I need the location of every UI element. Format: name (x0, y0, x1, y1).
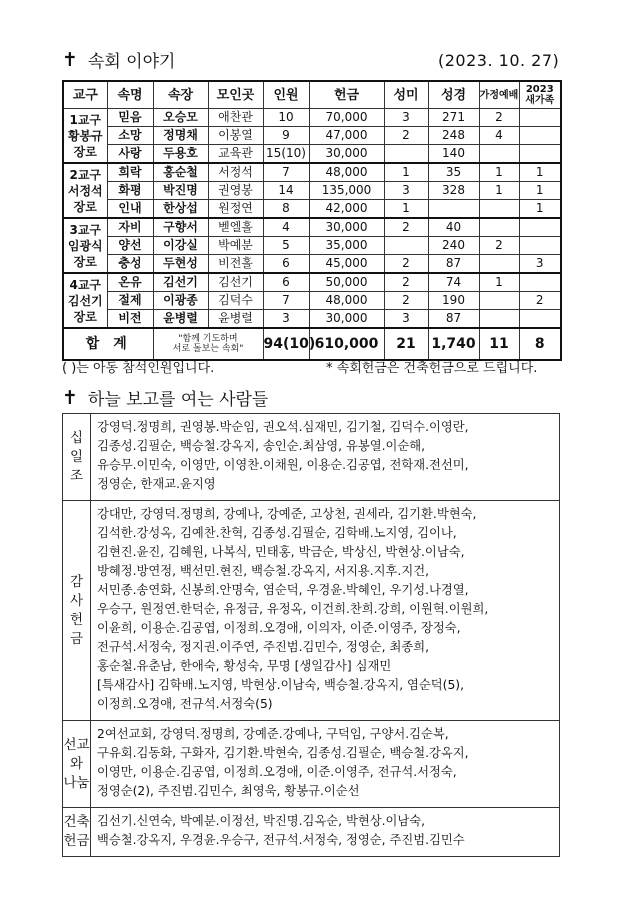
table-cell: 135,000 (309, 182, 384, 200)
table-cell: 4 (479, 127, 519, 145)
table-cell: 권영봉 (208, 182, 263, 200)
table-row (63, 237, 561, 255)
table-cell: 이광종 (153, 292, 208, 310)
table-cell (479, 310, 519, 329)
category-label: 감 사 헌 금 (63, 501, 91, 721)
givers-row (63, 501, 560, 721)
table-cell: 서정석 (208, 163, 263, 182)
section-title-meeting (62, 47, 175, 72)
motto: "함께 기도하며 서로 돌보는 속회" (153, 328, 263, 360)
table-cell: 3 (263, 310, 309, 329)
table-cell: 김선기 (153, 273, 208, 292)
category-label: 십 일 조 (63, 414, 91, 501)
table-cell: 35 (428, 163, 479, 182)
district-label: 3교구 임광식 장로 (63, 218, 107, 273)
table-cell: 35,000 (309, 237, 384, 255)
note-children: ( )는 아동 참석인원입니다. (62, 361, 215, 376)
table-cell (519, 218, 561, 237)
table-cell: 1 (519, 163, 561, 182)
table-cell: 248 (428, 127, 479, 145)
table-cell: 화평 (107, 182, 153, 200)
table-row (63, 145, 561, 164)
table-cell: 7 (263, 163, 309, 182)
table-row (63, 163, 561, 182)
table-cell: 1 (384, 200, 428, 219)
table-cell: 40 (428, 218, 479, 237)
table-cell: 인내 (107, 200, 153, 219)
total-rice: 21 (384, 328, 428, 360)
note-offering: * 속회헌금은 건축헌금으로 드립니다. (326, 361, 538, 376)
table-cell: 2 (384, 273, 428, 292)
table-cell: 두용호 (153, 145, 208, 164)
table-cell: 1 (479, 182, 519, 200)
attendance-table (62, 80, 562, 361)
col-header: 교구 (63, 81, 107, 109)
table-cell: 2 (479, 109, 519, 127)
table-cell: 비전 (107, 310, 153, 329)
givers-list: 강영덕.정명희, 권영봉.박순임, 권오석.심재민, 김기철, 김덕수.이영란, 김종성.김필순, 백승철.강옥지, 송인순.최삼영, 유봉열.이순해, 유승무.이민숙, 이영만, 이영찬.이채원, 이용순.김공엽, 전학재.전선미, 정영순, 한재교.윤지영 (91, 414, 560, 501)
category-label: 선교 와 나눔 (63, 721, 91, 808)
table-cell: 47,000 (309, 127, 384, 145)
table-cell: 30,000 (309, 310, 384, 329)
table-cell: 30,000 (309, 218, 384, 237)
table-cell: 3 (384, 182, 428, 200)
table-cell (519, 145, 561, 164)
cross-icon: ✝ (62, 48, 78, 71)
table-cell: 48,000 (309, 163, 384, 182)
table-cell: 홍순철 (153, 163, 208, 182)
givers-title: 하늘 보고를 여는 사람들 (87, 390, 269, 410)
table-cell: 애찬관 (208, 109, 263, 127)
table-cell: 믿음 (107, 109, 153, 127)
table-row (63, 273, 561, 292)
section-title-givers (62, 385, 268, 410)
table-row (63, 109, 561, 127)
date-label: (2023. 10. 27) (438, 51, 560, 70)
givers-row (63, 721, 560, 808)
table-cell: 온유 (107, 273, 153, 292)
table-cell (519, 310, 561, 329)
table-cell: 2 (519, 292, 561, 310)
table-cell: 1 (519, 200, 561, 219)
table-cell: 15(10) (263, 145, 309, 164)
table-cell (384, 237, 428, 255)
table-cell (519, 237, 561, 255)
header-row (63, 81, 561, 109)
table-cell: 김선기 (208, 273, 263, 292)
table-cell: 5 (263, 237, 309, 255)
table-cell: 7 (263, 292, 309, 310)
table-cell: 두현성 (153, 255, 208, 274)
col-header: 가정예배 (479, 81, 519, 109)
table-cell: 오승모 (153, 109, 208, 127)
table-cell: 140 (428, 145, 479, 164)
table-cell: 2 (479, 237, 519, 255)
table-cell: 원정연 (208, 200, 263, 219)
table-row (63, 218, 561, 237)
col-header: 속장 (153, 81, 208, 109)
table-cell: 윤병렬 (153, 310, 208, 329)
table-cell: 벧엘홀 (208, 218, 263, 237)
givers-list: 강대만, 강영덕.정명희, 강예나, 강예준, 고상천, 권세라, 김기환.박현숙, 김석한.강성옥, 김예찬.찬혁, 김종성.김필순, 김학배.노지영, 김이나, 김현진.윤진, 김혜원, 나복식, 민태홍, 박금순, 박상신, 박현상.이남숙, 방혜정.방연정, 백선민.현진, 백승철.강옥지, 서지용.지후.지건, 서민종.송연화, 신봉희.안명숙, 염순덕, 우경윤.박혜인, 우기성.나경열, 우승구, 원정연.한덕순, 유정금, 유정옥, 이건희.찬희.강희, 이원혁.이원희, 이윤희, 이용순.김공엽, 이정희.오경애, 이의자, 이준.이영주, 장정숙, 전규석.서정숙, 정지권.이주연, 주진범.김민수, 정영순, 최종희, 홍순철.유춘남, 한애숙, 황성숙, 무명 [생일감사] 심재민 [특새감사] 김학배.노지영, 박현상.이남숙, 백승철.강옥지, 염순덕(5), 이정희.오경애, 전규석.서정숙(5) (91, 501, 560, 721)
table-cell (479, 292, 519, 310)
col-header: 성경 (428, 81, 479, 109)
table-cell: 2 (384, 218, 428, 237)
table-cell: 9 (263, 127, 309, 145)
table-cell: 양선 (107, 237, 153, 255)
table-cell: 사랑 (107, 145, 153, 164)
table-cell: 1 (479, 273, 519, 292)
table-cell: 4 (263, 218, 309, 237)
total-row (63, 328, 561, 360)
table-cell: 87 (428, 310, 479, 329)
table-cell: 45,000 (309, 255, 384, 274)
table-cell: 구향서 (153, 218, 208, 237)
col-header: 2023 새가족 (519, 81, 561, 109)
table-cell: 충성 (107, 255, 153, 274)
table-cell: 2 (384, 127, 428, 145)
table-cell: 1 (479, 163, 519, 182)
table-cell: 윤병렬 (208, 310, 263, 329)
table-cell: 190 (428, 292, 479, 310)
table-cell: 3 (384, 109, 428, 127)
district-label: 1교구 황봉규 장로 (63, 109, 107, 164)
table-cell: 1 (384, 163, 428, 182)
table-cell: 30,000 (309, 145, 384, 164)
table-cell: 8 (263, 200, 309, 219)
table-cell (519, 127, 561, 145)
cross-icon: ✝ (62, 386, 78, 409)
table-cell: 10 (263, 109, 309, 127)
table-cell (479, 218, 519, 237)
table-cell (479, 200, 519, 219)
district-label: 4교구 김선기 장로 (63, 273, 107, 328)
table-cell: 한상섭 (153, 200, 208, 219)
givers-table (62, 413, 560, 857)
table-cell: 48,000 (309, 292, 384, 310)
table-cell: 이봉열 (208, 127, 263, 145)
table-cell: 비전홀 (208, 255, 263, 274)
givers-row (63, 414, 560, 501)
table-cell: 소망 (107, 127, 153, 145)
table-cell: 이강실 (153, 237, 208, 255)
table-cell: 240 (428, 237, 479, 255)
total-label: 합계 (63, 328, 153, 360)
table-cell: 1 (519, 182, 561, 200)
table-cell: 74 (428, 273, 479, 292)
table-cell: 2 (384, 292, 428, 310)
total-newfamily: 8 (519, 328, 561, 360)
table-cell: 절제 (107, 292, 153, 310)
total-people: 94(10) (263, 328, 309, 360)
givers-list: 2여선교회, 강영덕.정명희, 강예준.강예나, 구덕임, 구양서.김순복, 구유회.김동화, 구화자, 김기환.박현숙, 김종성.김필순, 백승철.강옥지, 이영만, 이용순.김공엽, 이정희.오경애, 이준.이영주, 전규석.서정숙, 정영순(2), 주진범.김민수, 최영욱, 황봉규.이순선 (91, 721, 560, 808)
col-header: 인원 (263, 81, 309, 109)
table-cell: 박예분 (208, 237, 263, 255)
table-row (63, 200, 561, 219)
table-cell: 6 (263, 255, 309, 274)
table-cell: 14 (263, 182, 309, 200)
table-cell: 자비 (107, 218, 153, 237)
table-cell: 271 (428, 109, 479, 127)
col-header: 모인곳 (208, 81, 263, 109)
givers-list: 김선기.신연숙, 박예분.이정선, 박진명.김옥순, 박현상.이남숙, 백승철.강옥지, 우경윤.우승구, 전규석.서정숙, 정영순, 주진범.김민수 (91, 808, 560, 857)
table-cell: 2 (384, 255, 428, 274)
total-worship: 11 (479, 328, 519, 360)
district-label: 2교구 서정석 장로 (63, 163, 107, 218)
givers-row (63, 808, 560, 857)
table-cell: 박진명 (153, 182, 208, 200)
category-label: 건축 헌금 (63, 808, 91, 857)
table-cell: 교육관 (208, 145, 263, 164)
table-cell (428, 200, 479, 219)
table-cell (479, 145, 519, 164)
table-row (63, 292, 561, 310)
col-header: 성미 (384, 81, 428, 109)
table-cell: 3 (519, 255, 561, 274)
table-row (63, 127, 561, 145)
table-cell: 328 (428, 182, 479, 200)
table-cell: 50,000 (309, 273, 384, 292)
table-cell: 정명채 (153, 127, 208, 145)
table-cell (479, 255, 519, 274)
table-row (63, 182, 561, 200)
table-row (63, 255, 561, 274)
table-cell: 87 (428, 255, 479, 274)
table-row (63, 310, 561, 329)
table-cell: 희락 (107, 163, 153, 182)
table-cell (519, 109, 561, 127)
table-cell: 42,000 (309, 200, 384, 219)
col-header: 속명 (107, 81, 153, 109)
table-cell: 6 (263, 273, 309, 292)
col-header: 헌금 (309, 81, 384, 109)
page-title: 속회 이야기 (87, 52, 176, 72)
table-cell (384, 145, 428, 164)
total-bible: 1,740 (428, 328, 479, 360)
table-cell: 70,000 (309, 109, 384, 127)
table-cell: 김덕수 (208, 292, 263, 310)
total-offering: 610,000 (309, 328, 384, 360)
table-cell: 3 (384, 310, 428, 329)
table-cell (519, 273, 561, 292)
